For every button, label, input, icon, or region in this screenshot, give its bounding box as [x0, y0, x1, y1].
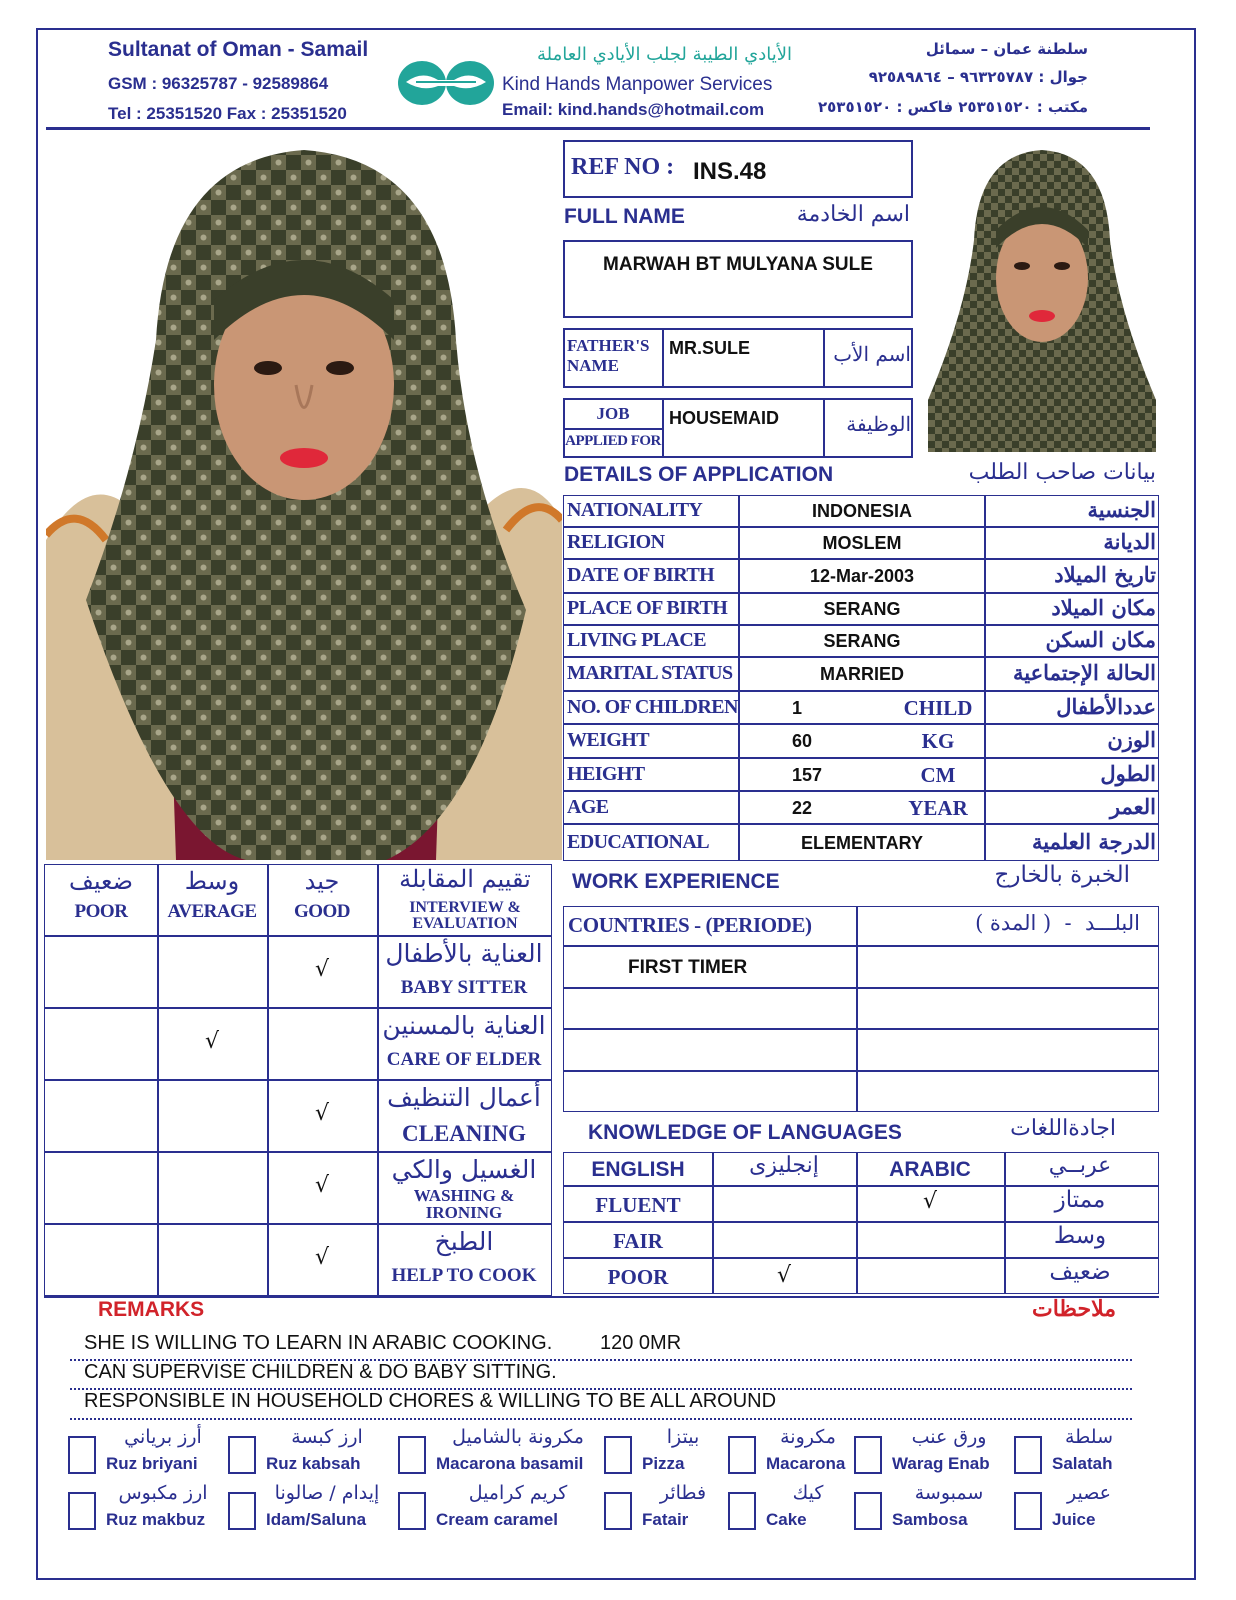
evaluation-table	[44, 864, 552, 1294]
detail-label-ar: تاريخ الميلاد	[1054, 562, 1156, 587]
detail-row	[563, 724, 1159, 758]
food-name-ar: عصير	[1066, 1482, 1112, 1504]
detail-label: WEIGHT	[567, 729, 649, 751]
evaluation-header	[44, 864, 552, 936]
detail-value: INDONESIA	[811, 501, 912, 521]
food-checkbox[interactable]	[1014, 1492, 1042, 1530]
evaluation-skill-en: HELP TO COOK	[391, 1265, 537, 1286]
languages-title: KNOWLEDGE OF LANGUAGES	[588, 1121, 902, 1144]
food-name-en: Ruz kabsah	[266, 1454, 361, 1473]
work-col-ar: البلـــد - ( المدة )	[975, 911, 1140, 935]
evaluation-skill-ar: العناية بالأطفال	[385, 939, 543, 968]
evaluation-divider	[267, 1008, 269, 1080]
language-level-label: FAIR	[613, 1229, 663, 1253]
detail-label: MARITAL STATUS	[567, 662, 733, 684]
work-divider	[856, 1071, 858, 1113]
work-divider	[856, 988, 858, 1030]
food-name-ar: سلطة	[1065, 1426, 1113, 1448]
evaluation-divider	[157, 1224, 159, 1296]
check-mark-icon: √	[204, 1029, 220, 1054]
kind-hands-logo-icon	[396, 58, 496, 108]
food-name-en: Salatah	[1052, 1454, 1113, 1473]
food-item[interactable]	[1014, 1426, 1124, 1480]
food-name-ar: ورق عنب	[911, 1426, 987, 1448]
check-mark-icon: √	[314, 1173, 330, 1198]
header-email: Email: kind.hands@hotmail.com	[502, 100, 765, 119]
evaluation-row	[44, 1080, 552, 1152]
food-item[interactable]	[398, 1426, 598, 1480]
evaluation-skill-en: CARE OF ELDER	[386, 1049, 542, 1070]
food-name-en: Juice	[1052, 1510, 1096, 1529]
remarks-title-ar: ملاحظات	[1032, 1296, 1116, 1322]
detail-label-ar: الديانة	[1103, 529, 1156, 554]
header-tel: Tel : 25351520 Fax : 25351520	[108, 104, 347, 123]
evaluation-divider	[157, 1152, 159, 1224]
evaluation-col-ar: وسط	[184, 867, 240, 895]
evaluation-skill-en: CLEANING	[402, 1121, 526, 1146]
detail-divider	[984, 593, 986, 625]
food-name-ar: كريم كراميل	[468, 1482, 568, 1504]
detail-label: RELIGION	[567, 531, 665, 553]
language-english-label: ENGLISH	[591, 1158, 685, 1181]
detail-row	[563, 824, 1159, 861]
header-divider	[46, 127, 1150, 130]
detail-divider	[984, 559, 986, 593]
remark-dotted-line	[70, 1418, 1132, 1420]
food-name-ar: مكرونة بالشاميل	[452, 1426, 584, 1448]
father-value: MR.SULE	[669, 338, 750, 358]
food-name-ar: أرز برياني	[124, 1426, 202, 1448]
detail-row	[563, 791, 1159, 824]
detail-row	[563, 527, 1159, 559]
evaluation-col-en: POOR	[74, 901, 128, 922]
language-level-label: FLUENT	[595, 1193, 681, 1217]
detail-unit: YEAR	[908, 795, 968, 820]
food-name-en: Ruz makbuz	[106, 1510, 206, 1529]
detail-row	[563, 758, 1159, 791]
food-name-ar: مكرونة	[780, 1426, 836, 1448]
detail-divider	[738, 758, 740, 791]
food-name-en: Fatair	[642, 1510, 689, 1529]
food-item[interactable]	[728, 1482, 848, 1536]
detail-value: SERANG	[823, 599, 901, 619]
detail-value: ELEMENTARY	[800, 832, 923, 853]
detail-value: 12-Mar-2003	[809, 566, 915, 586]
detail-label: HEIGHT	[567, 762, 645, 785]
evaluation-row	[44, 936, 552, 1008]
ref-value: INS.48	[693, 158, 767, 185]
languages-header	[563, 1152, 1159, 1186]
food-item[interactable]	[604, 1482, 722, 1536]
detail-row	[563, 657, 1159, 691]
language-level-label: POOR	[607, 1265, 669, 1289]
work-country: FIRST TIMER	[628, 957, 748, 978]
detail-label: NATIONALITY	[567, 499, 703, 521]
detail-divider	[984, 657, 986, 691]
details-table	[563, 495, 1159, 861]
evaluation-skill-ar: أعمال التنظيف	[387, 1083, 541, 1112]
language-arabic-label-ar: عربــي	[1048, 1153, 1112, 1178]
food-name-ar: كيك	[792, 1482, 824, 1504]
remark-salary: 120 0MR	[600, 1332, 682, 1354]
detail-label-ar: الحالة الإجتماعية	[1013, 660, 1156, 685]
food-checkbox[interactable]	[228, 1436, 256, 1474]
language-english-label-ar: إنجليزى	[749, 1153, 819, 1178]
food-item[interactable]	[854, 1426, 1004, 1480]
food-item[interactable]	[228, 1426, 386, 1480]
detail-unit: KG	[921, 729, 955, 753]
detail-divider	[984, 527, 986, 559]
ref-box	[563, 140, 913, 198]
food-item[interactable]	[604, 1426, 722, 1480]
detail-label: DATE OF BIRTH	[567, 564, 715, 586]
food-checkbox[interactable]	[728, 1436, 756, 1474]
header-mobile-ar: جوال : ٩٦٣٢٥٧٨٧ – ٩٢٥٨٩٨٦٤	[868, 68, 1088, 86]
evaluation-divider	[157, 936, 159, 1008]
job-label-2: APPLIED FOR	[565, 433, 661, 449]
work-divider	[856, 946, 858, 988]
work-col-en: COUNTRIES - (PERIODE)	[568, 913, 812, 937]
evaluation-col-en: AVERAGE	[167, 901, 257, 922]
evaluation-col-en: INTERVIEW &	[409, 899, 521, 916]
food-item[interactable]	[728, 1426, 848, 1480]
food-name-ar: إيدام / صالونا	[274, 1482, 380, 1504]
details-title-ar: بيانات صاحب الطلب	[968, 460, 1156, 485]
evaluation-skill-ar: الطبخ	[434, 1227, 494, 1256]
food-checkbox[interactable]	[854, 1492, 882, 1530]
language-level-label-ar: ممتاز	[1054, 1187, 1106, 1213]
food-checkbox[interactable]	[228, 1492, 256, 1530]
detail-label-ar: الطول	[1100, 760, 1156, 786]
food-name-en: Sambosa	[892, 1510, 968, 1529]
father-label: FATHER'S NAME	[567, 336, 650, 375]
evaluation-skill-ar: الغسيل والكي	[391, 1155, 537, 1184]
food-item[interactable]	[68, 1482, 218, 1536]
evaluation-skill-en: WASHING &	[413, 1186, 515, 1205]
remarks-title: REMARKS	[98, 1298, 205, 1321]
detail-divider	[984, 758, 986, 791]
evaluation-col-ar: ضعيف	[68, 867, 134, 895]
detail-value: 60	[792, 731, 813, 751]
full-name-label: FULL NAME	[564, 205, 685, 228]
food-checkbox[interactable]	[604, 1492, 632, 1530]
food-name-en: Idam/Saluna	[266, 1510, 367, 1529]
work-divider	[856, 1029, 858, 1071]
detail-divider	[984, 724, 986, 758]
food-name-en: Pizza	[642, 1454, 685, 1473]
language-level-row	[563, 1186, 1159, 1222]
full-name-label-ar: اسم الخادمة	[796, 202, 910, 227]
evaluation-col-ar: جيد	[304, 867, 340, 895]
food-name-ar: سمبوسة	[914, 1482, 984, 1504]
food-checkbox[interactable]	[854, 1436, 882, 1474]
detail-unit: CHILD	[903, 695, 973, 720]
header-location: Sultanat of Oman - Samail	[108, 38, 369, 61]
detail-label-ar: مكان السكن	[1045, 627, 1156, 652]
detail-value: 157	[792, 764, 823, 785]
header-gsm: GSM : 96325787 - 92589864	[108, 74, 329, 93]
food-checkbox[interactable]	[1014, 1436, 1042, 1474]
detail-divider	[984, 691, 986, 724]
detail-label-ar: الجنسية	[1087, 497, 1156, 522]
check-mark-icon: √	[922, 1189, 938, 1214]
food-name-en: Cake	[766, 1510, 807, 1529]
detail-divider	[738, 724, 740, 758]
ref-label: REF NO :	[571, 154, 675, 180]
details-title: DETAILS OF APPLICATION	[564, 463, 834, 486]
work-experience-row	[563, 946, 1159, 988]
food-item[interactable]	[854, 1482, 1004, 1536]
food-item[interactable]	[398, 1482, 598, 1536]
languages-divider	[712, 1222, 714, 1258]
job-box	[563, 398, 913, 458]
father-box	[563, 328, 913, 388]
detail-unit: CM	[920, 762, 956, 787]
detail-divider	[984, 625, 986, 657]
evaluation-col-ar: تقييم المقابلة	[399, 865, 531, 893]
remark-line-1: SHE IS WILLING TO LEARN IN ARABIC COOKING.	[84, 1332, 553, 1354]
evaluation-skill-ar: العناية بالمسنين	[382, 1011, 546, 1040]
detail-row	[563, 625, 1159, 657]
header-location-ar: سلطنة عمان – سمائل	[925, 40, 1088, 58]
check-mark-icon: √	[314, 1101, 330, 1126]
job-label-1: JOB	[596, 404, 630, 423]
food-name-en: Cream caramel	[436, 1510, 558, 1529]
food-checkbox[interactable]	[68, 1436, 96, 1474]
language-level-row	[563, 1258, 1159, 1294]
job-value: HOUSEMAID	[669, 408, 780, 428]
food-checkbox[interactable]	[68, 1492, 96, 1530]
food-name-ar: ارز مكبوس	[118, 1482, 208, 1504]
header-company-ar: الأيادي الطيبة لجلب الأيادي العاملة	[536, 44, 792, 65]
detail-label: PLACE OF BIRTH	[567, 597, 728, 619]
father-label-ar: اسم الأب	[833, 342, 911, 366]
food-checkbox[interactable]	[604, 1436, 632, 1474]
detail-divider	[984, 824, 986, 861]
detail-row	[563, 495, 1159, 527]
work-experience-title-ar: الخبرة بالخارج	[994, 862, 1130, 888]
remark-line-2: CAN SUPERVISE CHILDREN & DO BABY SITTING.	[84, 1361, 557, 1383]
languages-divider	[856, 1222, 858, 1258]
check-mark-icon: √	[314, 957, 330, 982]
food-name-ar: فطائر	[659, 1482, 707, 1504]
detail-row	[563, 691, 1159, 724]
detail-label: NO. OF CHILDREN	[567, 695, 738, 718]
evaluation-col-en: EVALUATION	[412, 915, 518, 932]
evaluation-skill-en: IRONING	[425, 1203, 503, 1222]
work-experience-row	[563, 1071, 1159, 1113]
detail-label-ar: مكان الميلاد	[1051, 595, 1156, 620]
check-mark-icon: √	[776, 1263, 792, 1288]
food-item[interactable]	[68, 1426, 218, 1480]
language-arabic-label: ARABIC	[889, 1158, 971, 1181]
evaluation-divider	[157, 1080, 159, 1152]
food-name-en: Macarona basamil	[436, 1454, 584, 1473]
food-checkbox[interactable]	[398, 1492, 426, 1530]
work-experience-title: WORK EXPERIENCE	[572, 870, 780, 893]
remark-line-3: RESPONSIBLE IN HOUSEHOLD CHORES & WILLING TO BE ALL AROUND	[84, 1390, 777, 1412]
detail-row	[563, 593, 1159, 625]
food-name-en: Warag Enab	[892, 1454, 990, 1473]
detail-value: 1	[792, 697, 803, 718]
full-name-box	[563, 240, 913, 318]
job-label-ar: الوظيفة	[846, 412, 911, 436]
detail-divider	[738, 691, 740, 724]
evaluation-row	[44, 1152, 552, 1224]
food-name-ar: ارز كبسة	[291, 1426, 363, 1448]
detail-label-ar: عددالأطفال	[1056, 693, 1156, 719]
detail-divider	[984, 791, 986, 824]
detail-label-ar: العمر	[1109, 793, 1156, 819]
food-name-en: Ruz briyani	[106, 1454, 198, 1473]
languages-divider	[712, 1152, 714, 1186]
detail-value: 22	[792, 797, 813, 818]
evaluation-col-en: GOOD	[293, 901, 351, 922]
languages-title-ar: اجادةاللغات	[1010, 1116, 1116, 1141]
language-level-label-ar: ضعيف	[1049, 1259, 1111, 1285]
full-name-value: MARWAH BT MULYANA SULE	[603, 254, 873, 275]
applicant-photo-large	[46, 140, 562, 860]
work-experience-row	[563, 1029, 1159, 1071]
food-item[interactable]	[228, 1482, 386, 1536]
languages-divider	[1004, 1152, 1006, 1186]
detail-divider	[984, 495, 986, 527]
detail-label: EDUCATIONAL	[567, 830, 709, 853]
detail-value: MOSLEM	[822, 533, 902, 553]
food-name-ar: بيتزا	[666, 1426, 700, 1448]
detail-row	[563, 559, 1159, 593]
cooking-checklist	[60, 1426, 1140, 1546]
work-experience-header	[563, 906, 1159, 946]
detail-label-ar: الدرجة العلمية	[1031, 828, 1156, 854]
work-experience-row	[563, 988, 1159, 1030]
detail-value: SERANG	[823, 631, 901, 651]
food-item[interactable]	[1014, 1482, 1124, 1536]
evaluation-row	[44, 1224, 552, 1296]
evaluation-row	[44, 1008, 552, 1080]
applicant-photo-small	[928, 140, 1156, 452]
check-mark-icon: √	[314, 1245, 330, 1270]
food-name-en: Macarona	[766, 1454, 846, 1473]
language-level-row	[563, 1222, 1159, 1258]
header-company-en: Kind Hands Manpower Services	[502, 74, 773, 95]
languages-divider	[856, 1258, 858, 1294]
detail-label: AGE	[567, 795, 609, 818]
languages-divider	[712, 1186, 714, 1222]
detail-divider	[738, 791, 740, 824]
work-divider	[856, 906, 858, 946]
food-checkbox[interactable]	[728, 1492, 756, 1530]
languages-divider	[856, 1152, 858, 1186]
detail-label: LIVING PLACE	[567, 629, 706, 651]
detail-label-ar: الوزن	[1107, 727, 1156, 752]
header-office-ar: مكتب : ٢٥٣٥١٥٢٠ فاكس : ٢٥٣٥١٥٢٠	[817, 98, 1088, 116]
languages-table	[563, 1152, 1159, 1294]
detail-value: MARRIED	[820, 664, 904, 684]
food-checkbox[interactable]	[398, 1436, 426, 1474]
evaluation-skill-en: BABY SITTER	[400, 977, 528, 998]
work-experience-table	[563, 906, 1159, 1112]
language-level-label-ar: وسط	[1053, 1223, 1107, 1249]
